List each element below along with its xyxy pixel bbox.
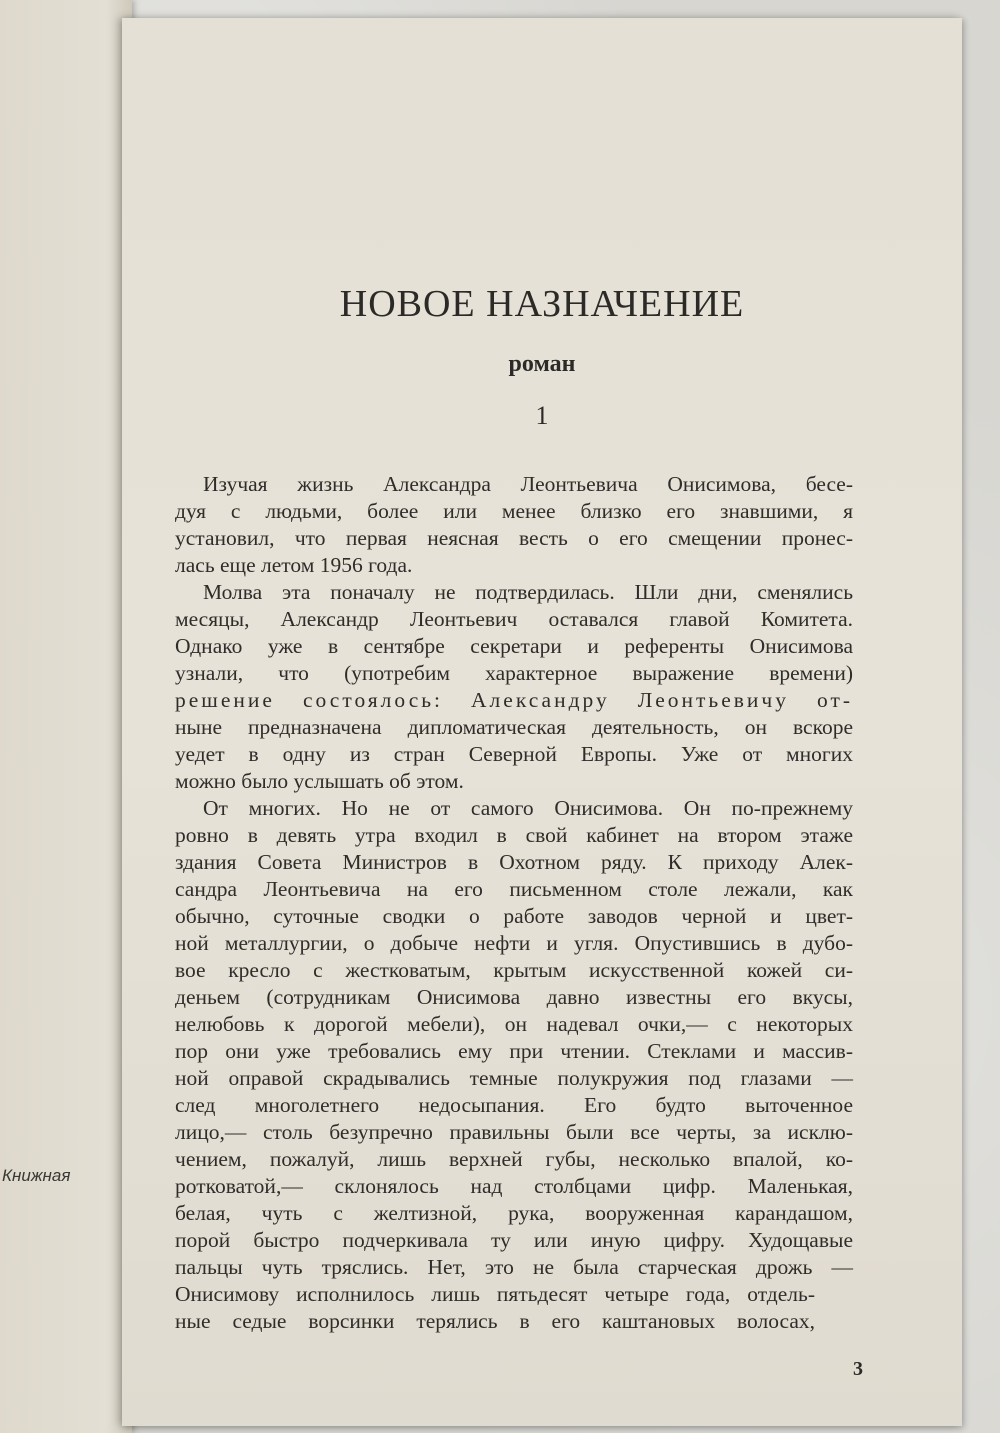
text-line: ныне предназначена дипломатическая деятельность, он вскоре [175,715,853,739]
text-line: обычно, суточные сводки о работе заводов черной и цвет- [175,904,853,928]
text-line: Онисимову исполнилось лишь пятьдесят четыре года, отдель- [175,1282,815,1306]
left-page [0,0,132,1433]
text-line: порой быстро подчеркивала ту или иную цифру. Худощавые [175,1228,853,1252]
page-title: НОВОЕ НАЗНАЧЕНИЕ [339,283,745,325]
text-line: можно было услышать об этом. [175,769,464,793]
text-line: дуя с людьми, более или менее близко его знавшими, я [175,499,853,523]
text-line: сандра Леонтьевича на его письменном столе лежали, как [175,877,853,901]
text-line: От многих. Но не от самого Онисимова. Он по-прежнему [203,796,853,820]
text-line: месяцы, Александр Леонтьевич оставался главой Комитета. [175,607,853,631]
text-line: узнали, что (употребим характерное выражение времени) [175,661,853,685]
text-line: Однако уже в сентябре секретари и референты Онисимова [175,634,853,658]
text-line: ной оправой скрадывались темные полукружия под глазами — [175,1066,853,1090]
text-line: лицо,— столь безупречно правильны были все черты, за исклю- [175,1120,853,1144]
text-line: вое кресло с жестковатым, крытым искусственной кожей си- [175,958,853,982]
page-subtitle: роман [508,351,576,377]
text-line: лась еще летом 1956 года. [175,553,413,577]
page-number: 3 [853,1358,863,1380]
text-line: пор они уже требовались ему при чтении. Стеклами и массив- [175,1039,853,1063]
text-line: пальцы чуть тряслись. Нет, это не была старческая дрожь — [175,1255,853,1279]
left-page-text: Книжная [2,1166,71,1185]
text-line: нелюбовь к дорогой мебели), он надевал очки,— с некоторых [175,1012,853,1036]
text-line: ротковатой,— склонялось над столбцами цифр. Маленькая, [175,1174,853,1198]
chapter-number: 1 [535,401,549,430]
text-line: уедет в одну из стран Северной Европы. Уже от многих [175,742,853,766]
text-line: ной металлургии, о добыче нефти и угля. Опустившись в дубо- [175,931,853,955]
text-line: ные седые ворсинки терялись в его каштановых волосах, [175,1309,815,1333]
text-line: здания Совета Министров в Охотном ряду. К приходу Алек- [175,850,853,874]
text-line: след многолетнего недосыпания. Его будто выточенное [175,1093,853,1117]
text-line: белая, чуть с желтизной, рука, вооруженная карандашом, [175,1201,853,1225]
text-line: Изучая жизнь Александра Леонтьевича Онисимова, бесе- [203,472,853,496]
text-line: решение состоялось: Александру Леонтьевичу от- [175,688,853,712]
text-line: чением, пожалуй, лишь верхней губы, несколько впалой, ко- [175,1147,853,1171]
book-page [122,18,962,1426]
text-line: Молва эта поначалу не подтвердилась. Шли дни, сменялись [203,580,853,604]
text-line: установил, что первая неясная весть о его смещении пронес- [175,526,853,550]
text-line: ровно в девять утра входил в свой кабинет на втором этаже [175,823,853,847]
text-line: деньем (сотрудникам Онисимова давно известны его вкусы, [175,985,853,1009]
